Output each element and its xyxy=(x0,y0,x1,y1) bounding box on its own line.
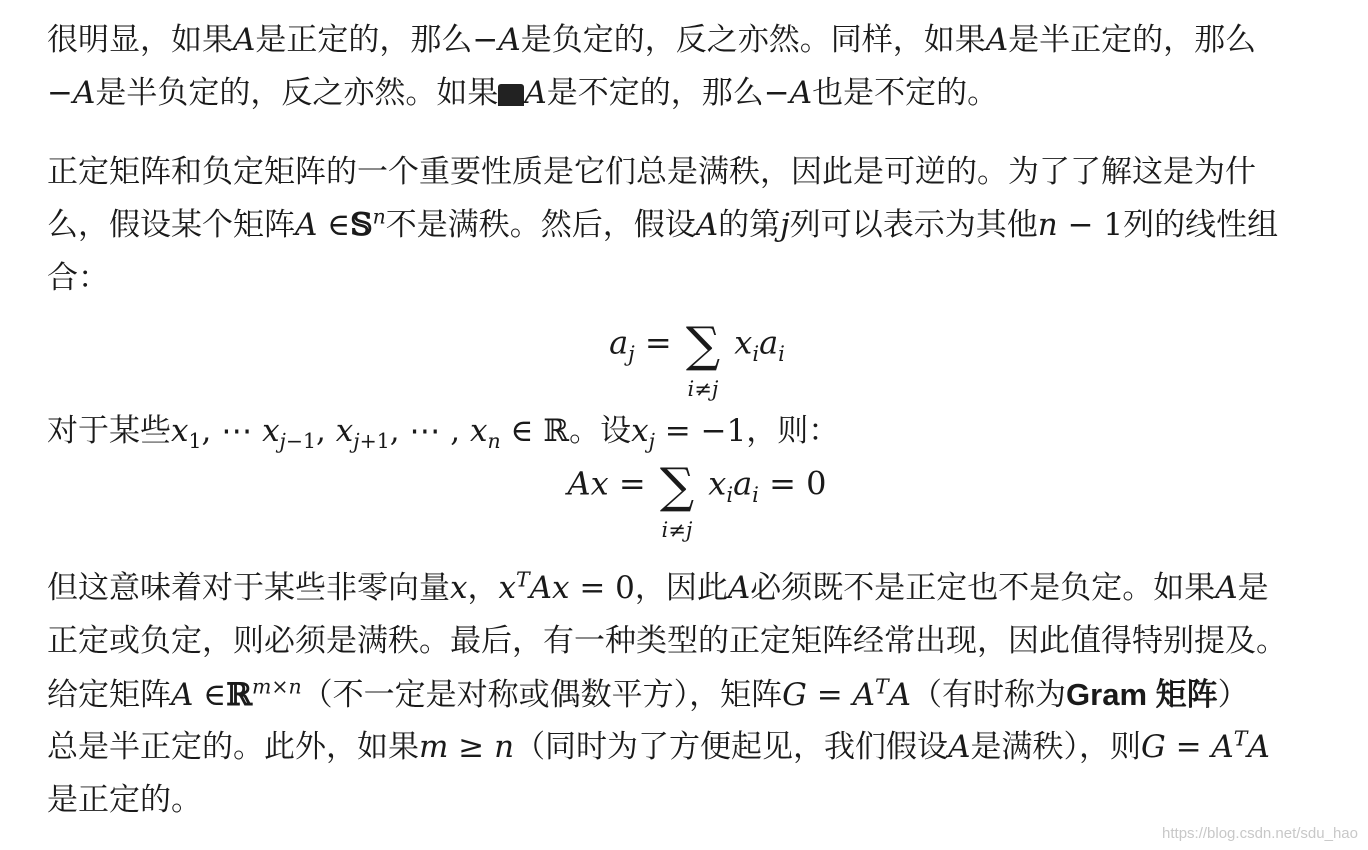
p4-line4: 总是半正定的。此外，如果m ≥ n（同时为了方便起见，我们假设A是满秩），则$G = A^TA$ xyxy=(47,726,1270,765)
p2-line1: 正定矩阵和负定矩阵的一个重要性质是它们总是满秩，因此是可逆的。为了了解这是为什 xyxy=(47,154,1256,190)
watermark: https://blog.csdn.net/sdu_hao xyxy=(1162,825,1358,842)
p4-line1: 但这意味着对于某些非零向量x，$x^TAx = 0$，因此A必须既不是正定也不是负定。如果A是 xyxy=(47,567,1269,606)
document-body xyxy=(47,14,1347,827)
p4-line2: 正定或负定，则必须是满秩。最后，有一种类型的正定矩阵经常出现，因此值得特别提及。 xyxy=(47,623,1287,659)
equation-ax-zero: Ax = ∑ i≠j $x_ia_i = 0$ xyxy=(567,458,827,542)
p1-line2: −A是半负定的，反之亦然。如果 A是不定的，那么−A也是不定的。 xyxy=(47,75,999,111)
p4-line5: 是正定的。 xyxy=(47,782,202,818)
p1-line1: 很明显，如果A是正定的，那么−A是负定的，反之亦然。同样，如果A是半正定的，那么 xyxy=(47,22,1257,58)
p2-line3: 合： xyxy=(47,260,109,296)
p3-line: 对于某些$x_1$, ⋯ $x_{j-1}$, $x_{j+1}$, ⋯ , $x_n$ ∈ ℝ。设$x_j = -1$，则： xyxy=(47,413,840,454)
p2-line2: 么，假设某个矩阵A ∈𝕊$^n$不是满秩。然后，假设A的第j列可以表示为其他n − 1列的线性组 xyxy=(47,204,1279,243)
gram-matrix-term: Gram 矩阵 xyxy=(1066,677,1218,712)
equation-column-combination: $a_j$ = ∑ i≠j $x_ia_i$ xyxy=(609,317,785,401)
redaction-mark xyxy=(498,84,524,106)
p4-line3: 给定矩阵A ∈ℝ$^{m\times n}$（不一定是对称或偶数平方），矩阵$G = A^TA$（有时称为Gram 矩阵） xyxy=(47,674,1249,713)
